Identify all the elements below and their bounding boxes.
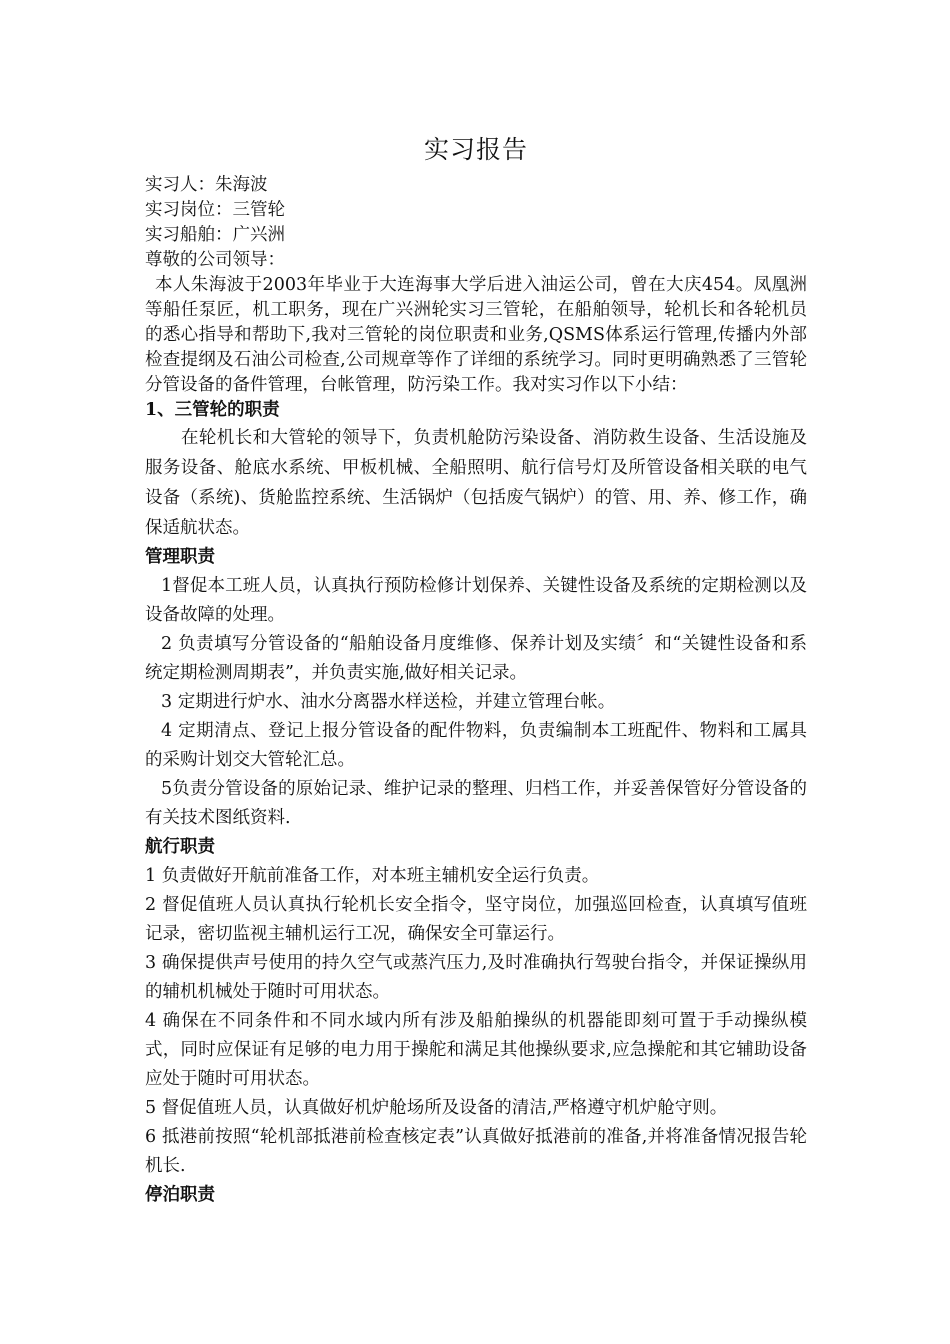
navigation-item-3: 3 确保提供声号使用的持久空气或蒸汽压力,及时准确执行驾驶台指令，并保证操纵用的辅机机械处于随时可用状态。 [145,953,807,1002]
management-heading: 管理职责 [145,547,215,567]
intern-position: 实习岗位：三管轮 [145,200,285,220]
greeting: 尊敬的公司领导： [145,250,285,270]
navigation-item-2: 2 督促值班人员认真执行轮机长安全指令，坚守岗位，加强巡回检查，认真填写值班记录，密切监视主辅机运行工况，确保安全可靠运行。 [145,895,807,944]
navigation-item-5: 5 督促值班人员，认真做好机炉舱场所及设备的清洁,严格遵守机炉舱守则。 [145,1098,728,1118]
management-item-1: 1督促本工班人员，认真执行预防检修计划保养、关键性设备及系统的定期检测以及设备故障的处理。 [145,576,807,625]
intro-paragraph: 本人朱海波于2003年毕业于大连海事大学后进入油运公司，曾在大庆454。凤凰洲等船任泵匠，机工职务，现在广兴洲轮实习三管轮，在船舶领导，轮机长和各轮机员的悉心指导和帮助下,我对三管轮的岗位职责和业务,QSMS体系运行管理,传播内外部检查提纲及石油公司检查,公司规章等作了详细的系统学习。同时更明确熟悉了三管轮分管设备的备件管理，台帐管理，防污染工作。我对实习作以下小结： [145,275,807,395]
navigation-item-4: 4 确保在不同条件和不同水域内所有涉及船舶操纵的机器能即刻可置于手动操纵模式，同时应保证有足够的电力用于操舵和满足其他操纵要求,应急操舵和其它辅助设备应处于随时可用状态。 [145,1011,807,1089]
navigation-item-6: 6 抵港前按照“轮机部抵港前检查核定表”认真做好抵港前的准备,并将准备情况报告轮机长. [145,1127,807,1176]
management-item-4: 4 定期清点、登记上报分管设备的配件物料，负责编制本工班配件、物料和工属具的采购计划交大管轮汇总。 [145,721,807,770]
document-title: 实习报告 [423,135,528,164]
intern-name: 实习人：朱海波 [145,175,268,195]
management-item-5: 5负责分管设备的原始记录、维护记录的整理、归档工作，并妥善保管好分管设备的有关技术图纸资料. [145,779,807,828]
navigation-heading: 航行职责 [145,837,215,857]
management-item-2: 2 负责填写分管设备的“船舶设备月度维修、保养计划及实绩〞和“关键性设备和系统定期检测周期表”，并负责实施,做好相关记录。 [145,634,807,683]
navigation-item-1: 1 负责做好开航前准备工作，对本班主辅机安全运行负责。 [145,866,600,886]
section1-heading: 1、三管轮的职责 [145,400,280,420]
document-content [145,132,807,1210]
berthing-heading: 停泊职责 [145,1185,215,1205]
section1-body: 在轮机长和大管轮的领导下，负责机舱防污染设备、消防救生设备、生活设施及服务设备、舱底水系统、甲板机械、全船照明、航行信号灯及所管设备相关联的电气设备（系统)、货舱监控系统、生活锅炉（包括废气锅炉）的管、用、养、修工作，确保适航状态。 [145,428,807,538]
management-item-3: 3 定期进行炉水、油水分离器水样送检，并建立管理台帐。 [161,692,616,712]
intern-ship: 实习船舶：广兴洲 [145,225,285,245]
